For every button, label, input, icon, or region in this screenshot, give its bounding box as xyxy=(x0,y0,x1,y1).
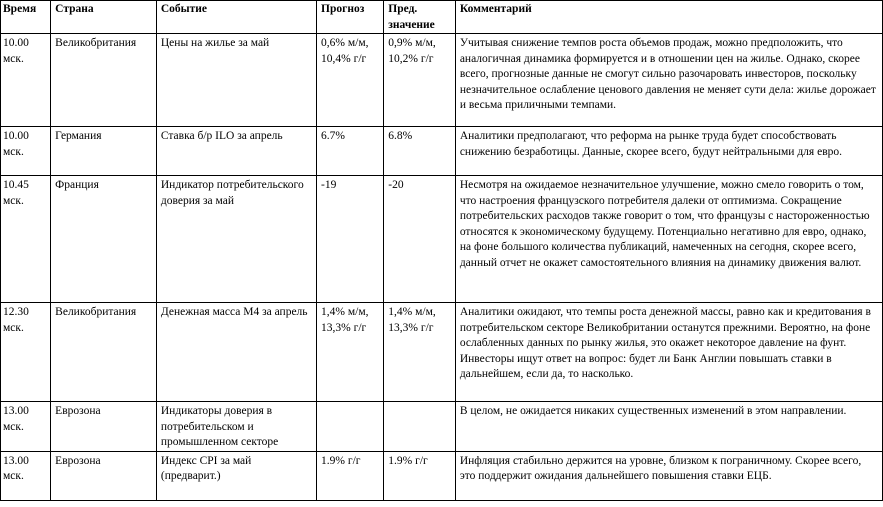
header-event: Событие xyxy=(156,1,316,34)
table-row xyxy=(1,303,883,402)
forecast-line2: 13,3% г/г xyxy=(321,321,367,334)
cell-forecast xyxy=(317,303,384,402)
previous-line1: 1,4% м/м, xyxy=(388,306,436,318)
time-value: 12.30 xyxy=(3,306,29,318)
forecast-line1: 1.9% г/г xyxy=(321,454,361,467)
cell-comment: Инфляция стабильно держится на уровне, близком к пограничному. Скорее всего, это поддержит ожидания дальнейшего повышения ставки ЕЦБ. xyxy=(455,451,882,500)
cell-comment: Аналитики ожидают, что темпы роста денежной массы, равно как и кредитования в потребительском секторе Великобритании останутся прежними. Вероятно, на фоне ослабленных данных по рынку жилья, это окажет некоторое давление на фунт. Инвесторы ищут ответ на вопрос: будет ли Банк Англии повышать ставки в дальнейшем, если да, то насколько. xyxy=(455,303,882,402)
cell-comment: Несмотря на ожидаемое незначительное улучшение, можно смело говорить о том, что настроения французского потребителя далеки от оптимизма. Сокращение потребительских расходов также говорит о том, что французы с настороженностью относятся к экономическому будущему. Потенциально негативно для евро, однако, на фоне большого количества публикаций, намеченных на сегодня, скорее всего, данный отчет не окажет самостоятельного влияния на динамику движения валют. xyxy=(455,176,882,303)
forecast-line1: 0,6% м/м, xyxy=(321,37,369,49)
cell-time xyxy=(1,303,51,402)
time-value: 13.00 xyxy=(3,405,29,417)
cell-event: Индикаторы доверия в потребительском и промышленном секторе xyxy=(156,402,316,452)
time-value: 10.00 xyxy=(3,130,29,142)
cell-forecast xyxy=(317,402,384,452)
cell-country: Великобритания xyxy=(51,303,157,402)
cell-previous xyxy=(384,127,456,176)
cell-country: Еврозона xyxy=(51,402,157,452)
header-previous-line1: Пред. xyxy=(388,3,418,15)
cell-time xyxy=(1,127,51,176)
cell-country: Великобритания xyxy=(51,34,157,127)
table-row xyxy=(1,34,883,127)
table-row xyxy=(1,127,883,176)
cell-forecast xyxy=(317,451,384,500)
time-zone: мск. xyxy=(3,145,24,158)
time-value: 13.00 xyxy=(3,454,29,467)
header-previous xyxy=(384,1,456,34)
cell-comment: Учитывая снижение темпов роста объемов продаж, можно предположить, что аналогичная динамика формируется и в отношении цен на жилье. Однако, скорее всего, прогнозные данные не смогут сильно разочаровать инвесторов, поскольку незначительное ослабление ценового давления не меняет сути дела: жилье дорожает и весьма приличными темпами. xyxy=(455,34,882,127)
cell-time xyxy=(1,176,51,303)
previous-line2: 13,3% г/г xyxy=(388,321,434,334)
cell-country: Еврозона xyxy=(51,451,157,500)
forecast-line1: 1,4% м/м, xyxy=(321,306,369,318)
cell-time xyxy=(1,451,51,500)
header-previous-line2: значение xyxy=(388,18,435,31)
cell-event: Индекс CPI за май (предварит.) xyxy=(156,451,316,500)
cell-event: Денежная масса М4 за апрель xyxy=(156,303,316,402)
header-time: Время xyxy=(1,1,51,34)
time-zone: мск. xyxy=(3,420,24,433)
table-row xyxy=(1,176,883,303)
cell-previous xyxy=(384,176,456,303)
time-zone: мск. xyxy=(3,470,24,482)
time-zone: мск. xyxy=(3,52,24,65)
cell-country: Германия xyxy=(51,127,157,176)
cell-country: Франция xyxy=(51,176,157,303)
header-country: Страна xyxy=(51,1,157,34)
forecast-line1: -19 xyxy=(321,179,337,191)
time-value: 10.00 xyxy=(3,37,29,49)
forecast-line2: 10,4% г/г xyxy=(321,52,367,65)
cell-previous xyxy=(384,451,456,500)
cell-forecast xyxy=(317,127,384,176)
cell-comment: Аналитики предполагают, что реформа на рынке труда будет способствовать снижению безработицы. Данные, скорее всего, будут нейтральными для евро. xyxy=(455,127,882,176)
cell-time xyxy=(1,34,51,127)
cell-event: Ставка б/р ILO за апрель xyxy=(156,127,316,176)
cell-forecast xyxy=(317,176,384,303)
cell-forecast xyxy=(317,34,384,127)
previous-line1: 1.9% г/г xyxy=(388,454,428,467)
cell-previous xyxy=(384,303,456,402)
forecast-line1: 6.7% xyxy=(321,130,345,142)
table-row xyxy=(1,402,883,452)
header-comment: Комментарий xyxy=(455,1,882,34)
time-zone: мск. xyxy=(3,321,24,334)
previous-line1: 6.8% xyxy=(388,130,413,142)
previous-line1: 0,9% м/м, xyxy=(388,37,436,49)
previous-line2: 10,2% г/г xyxy=(388,52,434,65)
table-row xyxy=(1,451,883,500)
cell-previous xyxy=(384,34,456,127)
cell-previous xyxy=(384,402,456,452)
time-zone: мск. xyxy=(3,194,24,207)
cell-time xyxy=(1,402,51,452)
cell-comment: В целом, не ожидается никаких существенных изменений в этом направлении. xyxy=(455,402,882,452)
time-value: 10.45 xyxy=(3,179,29,191)
previous-line1: -20 xyxy=(388,179,404,191)
cell-event: Индикатор потребительского доверия за май xyxy=(156,176,316,303)
cell-event: Цены на жилье за май xyxy=(156,34,316,127)
header-forecast: Прогноз xyxy=(317,1,384,34)
table-header-row xyxy=(1,1,883,34)
